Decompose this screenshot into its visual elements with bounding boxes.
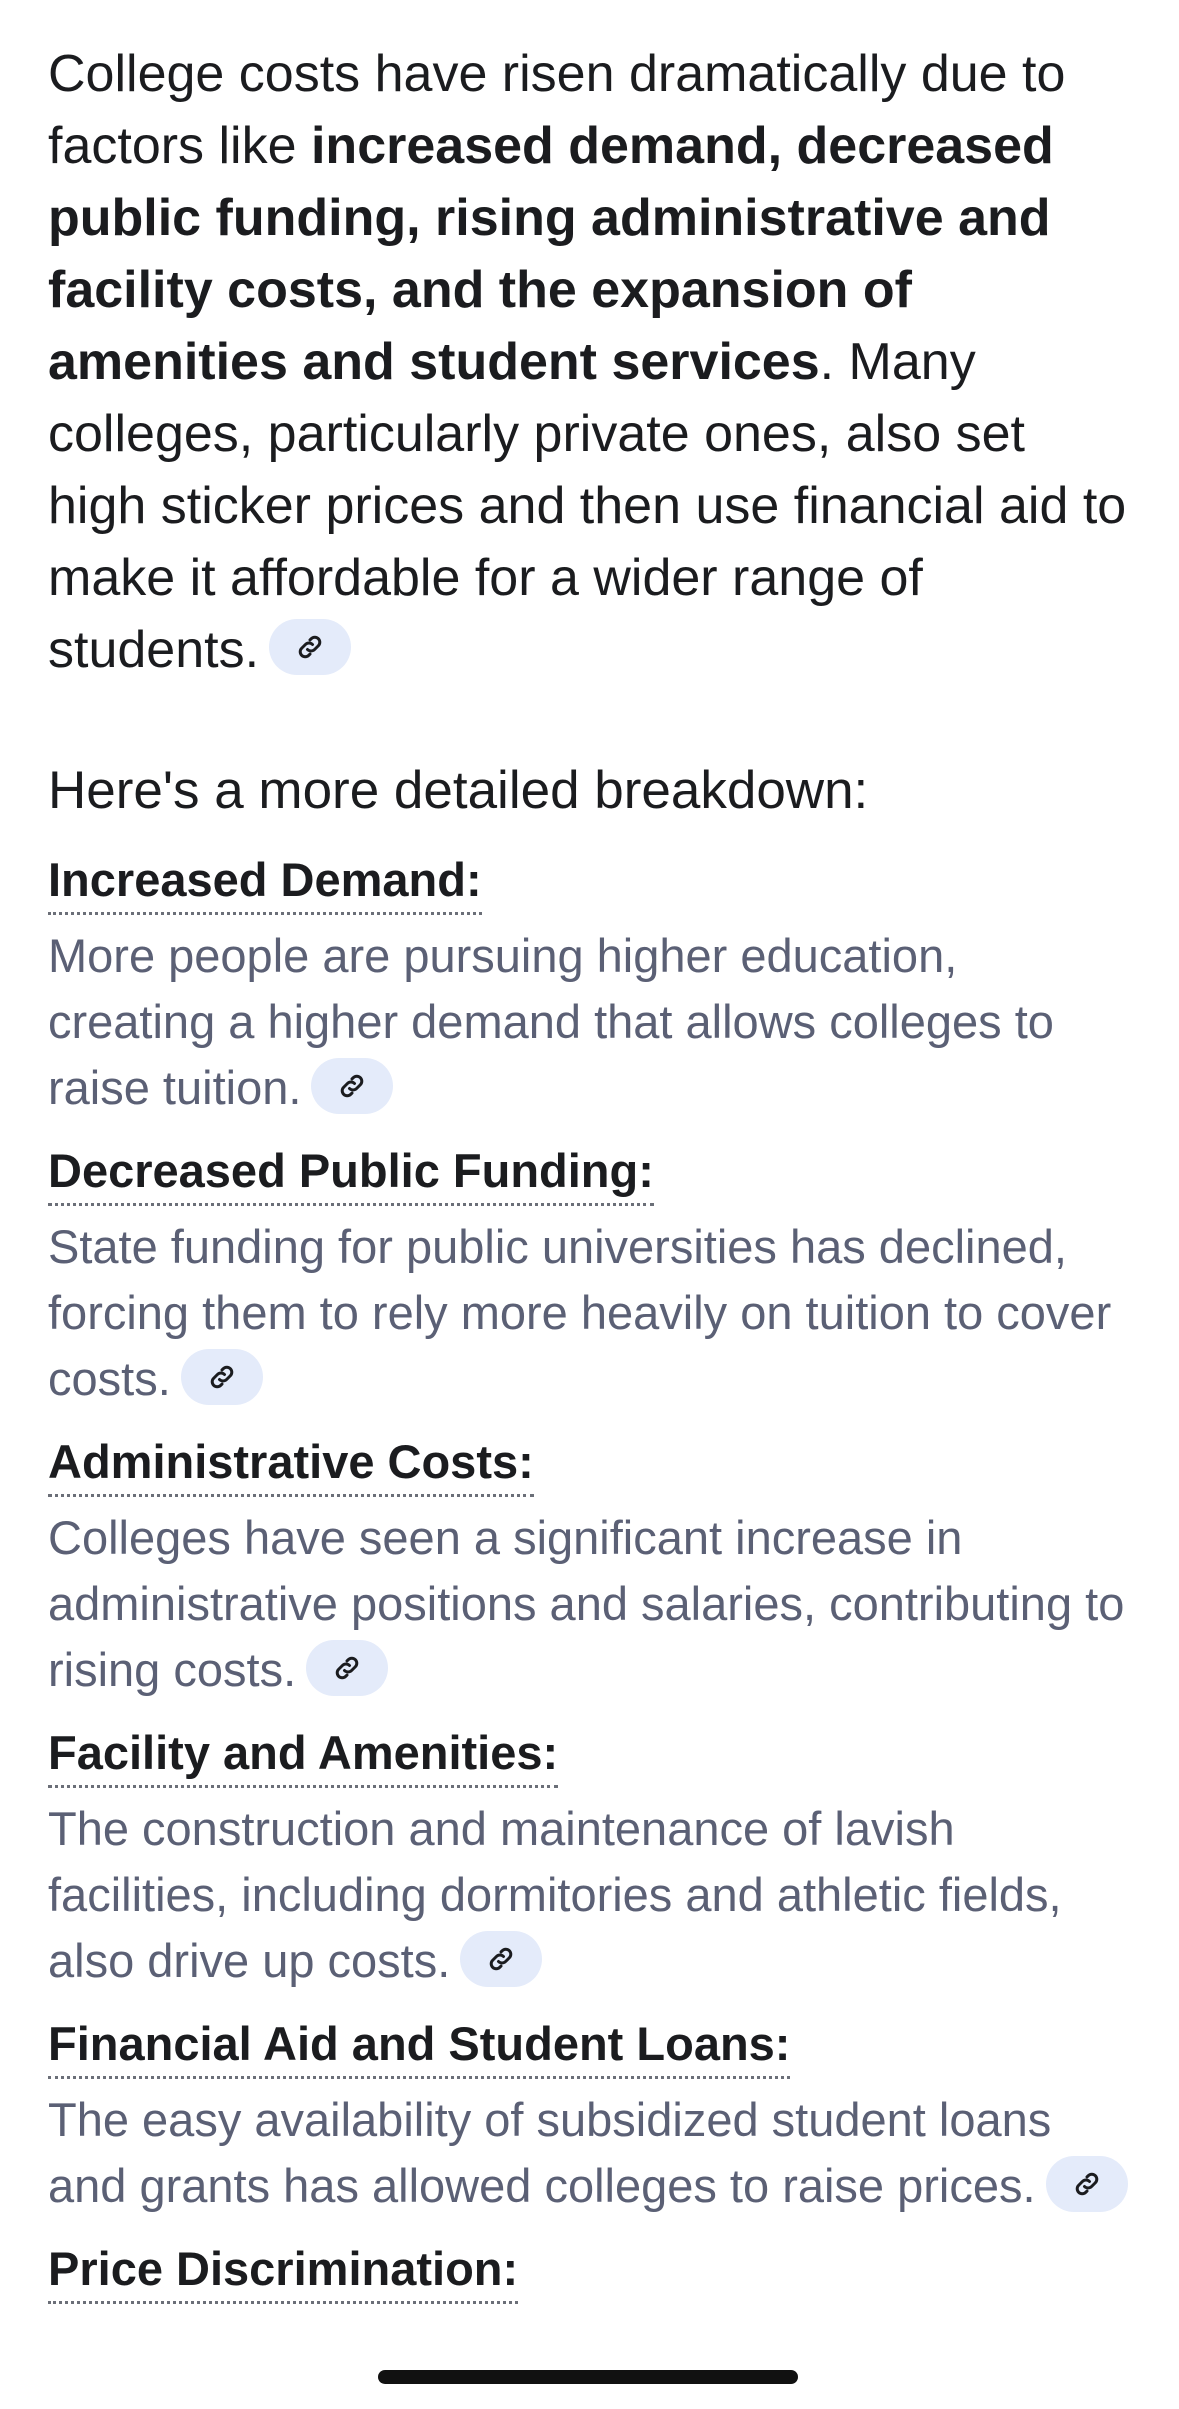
citation-chip[interactable] [460, 1931, 542, 1987]
item-body-text: The construction and maintenance of lavish facilities, including dormitories and athletic fields, also drive up costs. [48, 1802, 1062, 1987]
item-title-increased-demand[interactable]: Increased Demand: [48, 848, 482, 915]
item-title-price-discrimination[interactable]: Price Discrimination: [48, 2237, 518, 2304]
intro-text-after: . Many colleges, particularly private ones, also set high sticker prices and then use financial aid to make it affordable for a wider range of students. [48, 333, 1127, 679]
item-body-text: State funding for public universities has declined, forcing them to rely more heavily on tuition to cover costs. [48, 1220, 1112, 1405]
intro-bold-text: increased demand, decreased public funding, rising administrative and facility costs, and the expansion of amenities and student services [48, 117, 1054, 391]
item-body [48, 923, 1131, 1121]
item-body [48, 1505, 1131, 1703]
list-item [48, 2237, 1131, 2312]
list-item [48, 1430, 1131, 1703]
link-icon [486, 1944, 516, 1974]
citation-chip[interactable] [311, 1058, 393, 1114]
citation-chip[interactable] [1046, 2156, 1128, 2212]
item-body [48, 1796, 1131, 1994]
item-title-financial-aid[interactable]: Financial Aid and Student Loans: [48, 2012, 790, 2079]
link-icon [207, 1362, 237, 1392]
citation-chip[interactable] [306, 1640, 388, 1696]
intro-text-before: College costs have risen dramatically due to factors like [48, 45, 1066, 175]
item-title-administrative-costs[interactable]: Administrative Costs: [48, 1430, 534, 1497]
list-item [48, 1139, 1131, 1412]
item-body-text: More people are pursuing higher education, creating a higher demand that allows colleges to raise tuition. [48, 929, 1054, 1114]
item-body-text: The easy availability of subsidized student loans and grants has allowed colleges to raise prices. [48, 2093, 1052, 2212]
link-icon [1072, 2169, 1102, 2199]
intro-paragraph [48, 38, 1131, 686]
list-item [48, 1721, 1131, 1994]
item-body-text: Colleges have seen a significant increase in administrative positions and salaries, contributing to rising costs. [48, 1511, 1125, 1696]
citation-chip[interactable] [269, 619, 351, 675]
link-icon [295, 632, 325, 662]
item-title-facility-and-amenities[interactable]: Facility and Amenities: [48, 1721, 558, 1788]
citation-chip[interactable] [181, 1349, 263, 1405]
link-icon [332, 1653, 362, 1683]
response-content [48, 38, 1131, 2330]
section-heading: Here's a more detailed breakdown: [48, 761, 869, 820]
item-body [48, 2087, 1131, 2219]
link-icon [337, 1071, 367, 1101]
home-indicator[interactable] [378, 2370, 798, 2384]
list-item [48, 2012, 1131, 2219]
list-item [48, 848, 1131, 1121]
item-title-decreased-public-funding[interactable]: Decreased Public Funding: [48, 1139, 654, 1206]
item-body [48, 1214, 1131, 1412]
